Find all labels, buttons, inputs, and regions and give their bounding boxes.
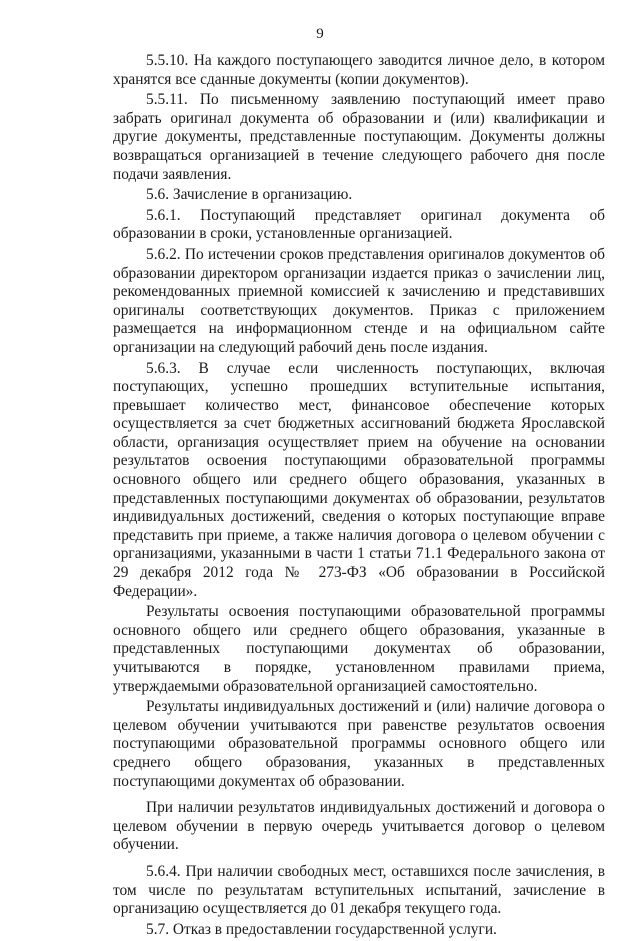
page-number: 9 — [316, 26, 324, 42]
paragraph-5-6-4: 5.6.4. При наличии свободных мест, оставшихся после зачисления, в том числе по результатам вступительных испытаний, зачисление в организацию осуществляется до 01 декабря текущего года. — [113, 862, 605, 918]
paragraph-results-accounting: Результаты освоения поступающими образовательной программы основного общего или среднего общего образования, указанные в представленных поступающими документах об образовании, учитываются в порядке, установленном правилами приема, утверждаемыми образовательной организацией самостоятельно. — [113, 603, 605, 695]
paragraph-5-5-11: 5.5.11. По письменному заявлению поступающий имеет право забрать оригинал документа об образовании и (или) квалификации и другие документы, представленные поступающим. Документы должны возвращаться организацией в течение следующего рабочего дня после подачи заявления. — [113, 91, 605, 183]
paragraph-5-6-1: 5.6.1. Поступающий представляет оригинал документа об образовании в сроки, установленные организацией. — [113, 206, 605, 243]
paragraph-5-6-3: 5.6.3. В случае если численность поступающих, включая поступающих, успешно прошедших вступительные испытания, превышает количество мест, финансовое обеспечение которых осуществляется за счет бюджетных ассигнований бюджета Ярославской области, организация осуществляет прием на обучение на основании результатов освоения поступающими образовательной программы основного общего или среднего общего образования, указанных в представленных поступающими документах об образовании, результатов индивидуальных достижений, сведения о которых поступающие вправе представить при приеме, а также наличия договора о целевом обучении с организациями, указанными в части 1 статьи 71.1 Федерального закона от 29 декабря 2012 года № 273-ФЗ «Об образовании в Российской Федерации». — [113, 359, 605, 600]
section-heading-5-7: 5.7. Отказ в предоставлении государственной услуги. — [146, 920, 497, 938]
paragraph-target-contract-priority: При наличии результатов индивидуальных достижений и договора о целевом обучении в первую очередь учитывается договор о целевом обучении. — [113, 799, 605, 854]
document-body — [113, 52, 605, 941]
paragraph-5-6-2: 5.6.2. По истечении сроков представления оригиналов документов об образовании директором организации издается приказ о зачислении лиц, рекомендованных приемной комиссией к зачислению и представивших оригиналы соответствующих документов. Приказ с приложением размещается на информационном стенде и на официальном сайте организации на следующий рабочий день после издания. — [113, 245, 605, 356]
paragraph-5-5-10: 5.5.10. На каждого поступающего заводится личное дело, в котором хранятся все сданные документы (копии документов). — [113, 52, 605, 88]
paragraph-achievements-accounting: Результаты индивидуальных достижений и (или) наличие договора о целевом обучении учитываются при равенстве результатов освоения поступающими образовательной программы основного общего или среднего общего образования, указанных в представленных поступающими документах об образовании. — [113, 698, 605, 790]
section-heading-5-6: 5.6. Зачисление в организацию. — [146, 186, 353, 204]
